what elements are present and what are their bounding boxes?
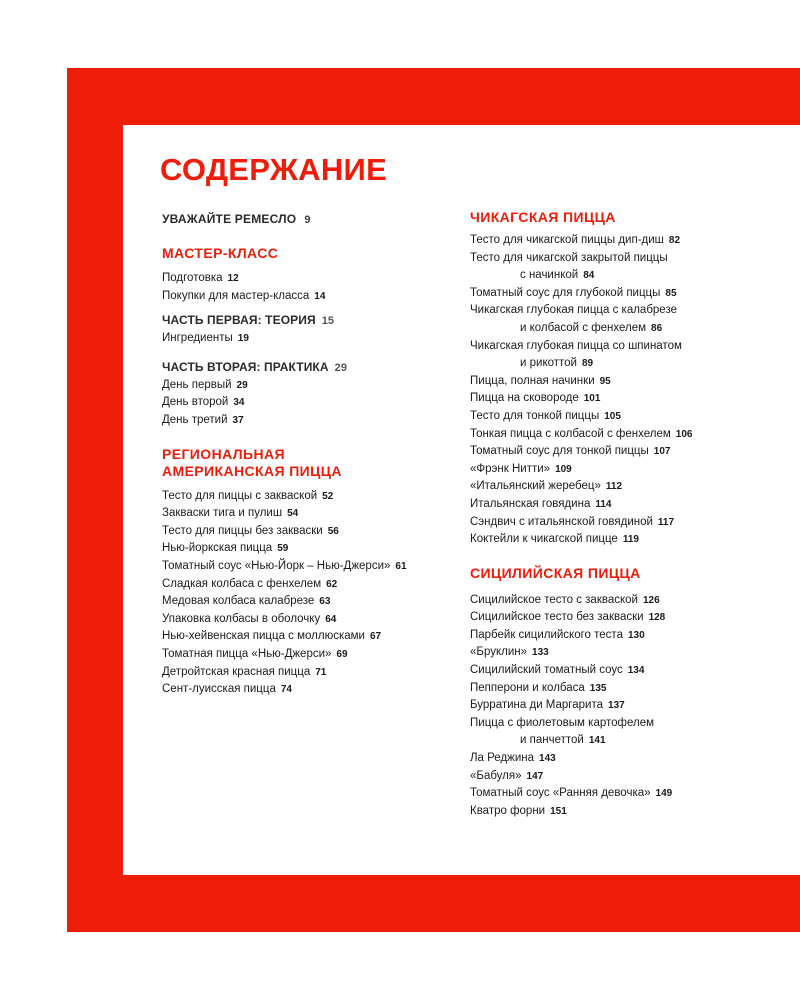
toc-entry-page: 143 bbox=[539, 753, 556, 765]
toc-entry-page: 14 bbox=[314, 290, 326, 302]
toc-entry-page: 71 bbox=[315, 666, 327, 678]
toc-entry-page: 112 bbox=[605, 481, 623, 493]
toc-entry-page: 130 bbox=[627, 629, 645, 641]
toc-entry-label: Томатный соус для глубокой пиццы bbox=[470, 286, 661, 299]
toc-entry-label: Тонкая пицца с колбасой с фенхелем bbox=[470, 427, 671, 440]
toc-entry-label: Пицца, полная начинки bbox=[470, 374, 595, 387]
toc-entry-page: 137 bbox=[608, 700, 625, 712]
toc-entry[interactable] bbox=[470, 408, 800, 426]
toc-part-heading[interactable]: ЧАСТЬ ПЕРВАЯ: ТЕОРИЯ 15 bbox=[162, 313, 335, 328]
toc-entry-page: 151 bbox=[550, 805, 567, 817]
toc-entry-label: Коктейли к чикагской пицце bbox=[470, 533, 618, 546]
toc-entry[interactable] bbox=[470, 680, 800, 698]
toc-entry-label: Подготовка bbox=[162, 272, 223, 284]
toc-entry-page: 54 bbox=[287, 508, 299, 520]
toc-entry-label: Ла Реджина bbox=[470, 752, 535, 765]
toc-entry-label: Чикагская глубокая пицца со шпинатом bbox=[470, 339, 682, 352]
toc-entry[interactable] bbox=[470, 768, 800, 786]
toc-entry-page: 95 bbox=[599, 375, 611, 387]
toc-entry-page: 67 bbox=[370, 631, 382, 643]
toc-entry-label-continued: и колбасой с фенхелем bbox=[520, 321, 647, 334]
toc-entry-page: 147 bbox=[526, 770, 544, 782]
toc-entry[interactable] bbox=[162, 558, 462, 576]
toc-entry[interactable] bbox=[470, 627, 800, 645]
toc-entry-label: Кватро форни bbox=[470, 804, 546, 817]
toc-entry-label: Сладкая колбаса с фенхелем bbox=[162, 577, 322, 590]
toc-entry-page: 101 bbox=[583, 393, 601, 405]
toc-list bbox=[470, 592, 800, 821]
toc-entry-page: 126 bbox=[642, 594, 660, 606]
section-heading-regional: РЕГИОНАЛЬНАЯ АМЕРИКАНСКАЯ ПИЦЦА bbox=[162, 445, 342, 479]
toc-entry[interactable] bbox=[470, 531, 800, 549]
toc-entry-label: Томатный соус для тонкой пиццы bbox=[470, 445, 649, 458]
toc-list bbox=[470, 232, 800, 549]
section-heading-chicago: ЧИКАГСКАЯ ПИЦЦА bbox=[470, 209, 616, 225]
toc-entry[interactable] bbox=[470, 609, 800, 627]
toc-entry[interactable] bbox=[470, 592, 800, 610]
toc-part-heading[interactable]: ЧАСТЬ ВТОРАЯ: ПРАКТИКА 29 bbox=[162, 359, 348, 374]
toc-entry-page: 52 bbox=[322, 490, 334, 502]
toc-entry-page: 135 bbox=[589, 682, 607, 694]
toc-entry-label: Пепперони и колбаса bbox=[470, 681, 585, 694]
toc-entry[interactable] bbox=[470, 461, 800, 479]
toc-entry-page: 34 bbox=[233, 397, 245, 409]
toc-entry-label: Упаковка колбасы в оболочку bbox=[162, 612, 321, 625]
toc-entry-label: Тесто для чикагской пиццы дип-диш bbox=[470, 234, 664, 246]
toc-entry-continuation[interactable] bbox=[470, 267, 800, 285]
toc-entry-page: 105 bbox=[604, 410, 621, 422]
toc-entry-label: Чикагская глубокая пицца с калабрезе bbox=[470, 304, 677, 317]
toc-entry-label: Томатный соус «Ранняя девочка» bbox=[470, 787, 651, 800]
toc-entry-page: 149 bbox=[655, 788, 673, 800]
page-title: СОДЕРЖАНИЕ bbox=[160, 152, 388, 187]
toc-entry-label: Пицца с фиолетовым картофелем bbox=[470, 716, 655, 729]
toc-entry-page: 19 bbox=[237, 333, 249, 345]
toc-entry-page: 64 bbox=[325, 613, 337, 625]
toc-entry[interactable] bbox=[162, 377, 462, 395]
toc-entry[interactable] bbox=[470, 496, 800, 514]
toc-entry-label: Тесто для чикагской закрытой пиццы bbox=[470, 251, 668, 264]
toc-entry-page: 56 bbox=[327, 525, 339, 537]
toc-entry-continuation[interactable] bbox=[470, 732, 800, 750]
toc-entry-page: 106 bbox=[675, 428, 693, 440]
toc-entry-page: 74 bbox=[280, 684, 292, 696]
toc-entry-label: Томатная пицца «Нью-Джерси» bbox=[162, 647, 332, 660]
toc-entry[interactable] bbox=[162, 540, 462, 558]
toc-entry[interactable] bbox=[162, 576, 462, 594]
toc-entry-page: 37 bbox=[232, 414, 244, 426]
toc-entry-page: 63 bbox=[319, 596, 331, 608]
toc-entry-label-continued: с начинкой bbox=[520, 269, 579, 282]
toc-entry[interactable] bbox=[470, 785, 800, 803]
toc-entry-label: Сицилийский томатный соус bbox=[470, 664, 623, 677]
toc-entry-label: Ингредиенты bbox=[162, 332, 233, 345]
toc-entry-continuation[interactable] bbox=[470, 355, 800, 373]
toc-entry[interactable] bbox=[162, 646, 462, 664]
toc-entry-page: 119 bbox=[622, 534, 639, 546]
toc-list bbox=[162, 330, 462, 348]
toc-entry-page: 109 bbox=[555, 463, 572, 475]
toc-entry[interactable] bbox=[162, 412, 462, 430]
toc-entry[interactable] bbox=[470, 250, 800, 268]
toc-entry-intro[interactable]: УВАЖАЙТЕ РЕМЕСЛО 9 bbox=[162, 212, 311, 226]
toc-entry-label: День первый bbox=[162, 378, 232, 391]
toc-entry-label: «Бруклин» bbox=[470, 646, 528, 659]
toc-entry-label: Сент-луисская пицца bbox=[162, 683, 276, 696]
toc-entry-page: 134 bbox=[627, 665, 645, 677]
toc-entry-label: Сицилийское тесто без закваски bbox=[470, 611, 644, 624]
toc-right-column bbox=[470, 209, 800, 820]
toc-entry[interactable] bbox=[162, 664, 462, 682]
toc-entry-label: День третий bbox=[162, 413, 228, 426]
toc-entry-label: Тесто для пиццы с закваской bbox=[162, 489, 318, 502]
toc-entry-label: Сэндвич с итальянской говядиной bbox=[470, 515, 653, 528]
toc-entry-label: «Бабуля» bbox=[470, 769, 522, 782]
toc-entry-page: 89 bbox=[581, 358, 594, 370]
toc-entry[interactable] bbox=[470, 373, 800, 391]
toc-entry-label: Закваски тига и пулиш bbox=[162, 507, 283, 520]
section-heading-sicilian: СИЦИЛИЙСКАЯ ПИЦЦА bbox=[470, 564, 641, 581]
toc-entry-label: Нью-йоркская пицца bbox=[162, 542, 273, 555]
toc-entry[interactable] bbox=[470, 803, 800, 821]
toc-entry-page: 62 bbox=[326, 578, 338, 590]
toc-entry[interactable] bbox=[162, 611, 462, 629]
toc-entry-label: День второй bbox=[162, 396, 229, 409]
toc-entry[interactable] bbox=[162, 628, 462, 646]
toc-entry-label: Тесто для пиццы без закваски bbox=[162, 524, 323, 537]
toc-entry[interactable] bbox=[470, 478, 800, 496]
toc-entry-page: 128 bbox=[648, 612, 666, 624]
toc-entry[interactable] bbox=[470, 715, 800, 733]
toc-entry[interactable] bbox=[162, 523, 462, 541]
toc-entry-page: 85 bbox=[665, 287, 677, 299]
toc-entry-label: «Фрэнк Нитти» bbox=[470, 462, 551, 475]
toc-entry-page: 84 bbox=[583, 270, 595, 282]
toc-entry[interactable] bbox=[470, 662, 800, 680]
toc-entry[interactable] bbox=[162, 288, 462, 306]
toc-entry[interactable] bbox=[470, 697, 800, 715]
toc-entry-label: Томатный соус «Нью-Йорк – Нью-Джерси» bbox=[162, 559, 391, 572]
toc-entry[interactable] bbox=[162, 394, 462, 412]
toc-entry[interactable] bbox=[162, 505, 462, 523]
toc-entry-label: Парбейк сицилийского теста bbox=[470, 628, 623, 641]
toc-entry-page: 82 bbox=[668, 235, 681, 246]
toc-entry-label: Покупки для мастер-класса bbox=[162, 289, 310, 302]
toc-entry-label-continued: и панчеттой bbox=[520, 734, 584, 747]
toc-entry-page: 12 bbox=[227, 273, 239, 284]
toc-entry[interactable] bbox=[470, 390, 800, 408]
toc-entry-page: 114 bbox=[595, 498, 612, 510]
toc-entry[interactable] bbox=[162, 593, 462, 611]
toc-entry[interactable] bbox=[162, 270, 462, 288]
toc-entry[interactable] bbox=[470, 338, 800, 356]
toc-entry-page: 133 bbox=[532, 647, 549, 659]
toc-entry[interactable] bbox=[470, 426, 800, 444]
toc-entry-label: Нью-хейвенская пицца с моллюсками bbox=[162, 630, 365, 643]
toc-entry-page: 61 bbox=[395, 560, 407, 572]
toc-entry-page: 141 bbox=[588, 735, 606, 747]
toc-left-column bbox=[162, 211, 462, 699]
toc-entry[interactable] bbox=[162, 330, 462, 348]
toc-entry[interactable] bbox=[470, 302, 800, 320]
toc-list bbox=[162, 270, 462, 305]
toc-entry-label: Тесто для тонкой пиццы bbox=[470, 409, 600, 422]
toc-entry[interactable] bbox=[162, 488, 462, 506]
toc-entry-page: 117 bbox=[657, 516, 675, 528]
toc-entry[interactable] bbox=[162, 681, 462, 699]
toc-entry[interactable] bbox=[470, 285, 800, 303]
toc-entry-continuation[interactable] bbox=[470, 320, 800, 338]
toc-entry[interactable] bbox=[470, 443, 800, 461]
toc-entry[interactable] bbox=[470, 750, 800, 768]
toc-entry-label-continued: и рикоттой bbox=[520, 357, 577, 370]
toc-entry-page: 29 bbox=[236, 379, 248, 391]
toc-entry-page: 69 bbox=[336, 648, 348, 660]
toc-entry-label: Пицца на сковороде bbox=[470, 392, 579, 405]
toc-entry-page: 86 bbox=[651, 322, 663, 334]
toc-entry[interactable] bbox=[470, 232, 800, 250]
toc-entry-label: Детройтская красная пицца bbox=[162, 665, 311, 678]
toc-entry-label: Бурратина ди Маргарита bbox=[470, 699, 604, 712]
toc-list bbox=[162, 377, 462, 430]
toc-entry-label: Сицилийское тесто с закваской bbox=[470, 593, 638, 606]
section-heading-master-class: МАСТЕР-КЛАСС bbox=[162, 245, 279, 261]
toc-entry-page: 59 bbox=[277, 543, 289, 555]
toc-entry-page: 107 bbox=[653, 446, 671, 458]
toc-entry-label: «Итальянский жеребец» bbox=[470, 480, 601, 493]
toc-entry-label: Медовая колбаса калабрезе bbox=[162, 595, 315, 608]
toc-entry[interactable] bbox=[470, 644, 800, 662]
toc-entry[interactable] bbox=[470, 514, 800, 532]
toc-entry-label: Итальянская говядина bbox=[470, 497, 591, 510]
toc-list bbox=[162, 488, 462, 699]
